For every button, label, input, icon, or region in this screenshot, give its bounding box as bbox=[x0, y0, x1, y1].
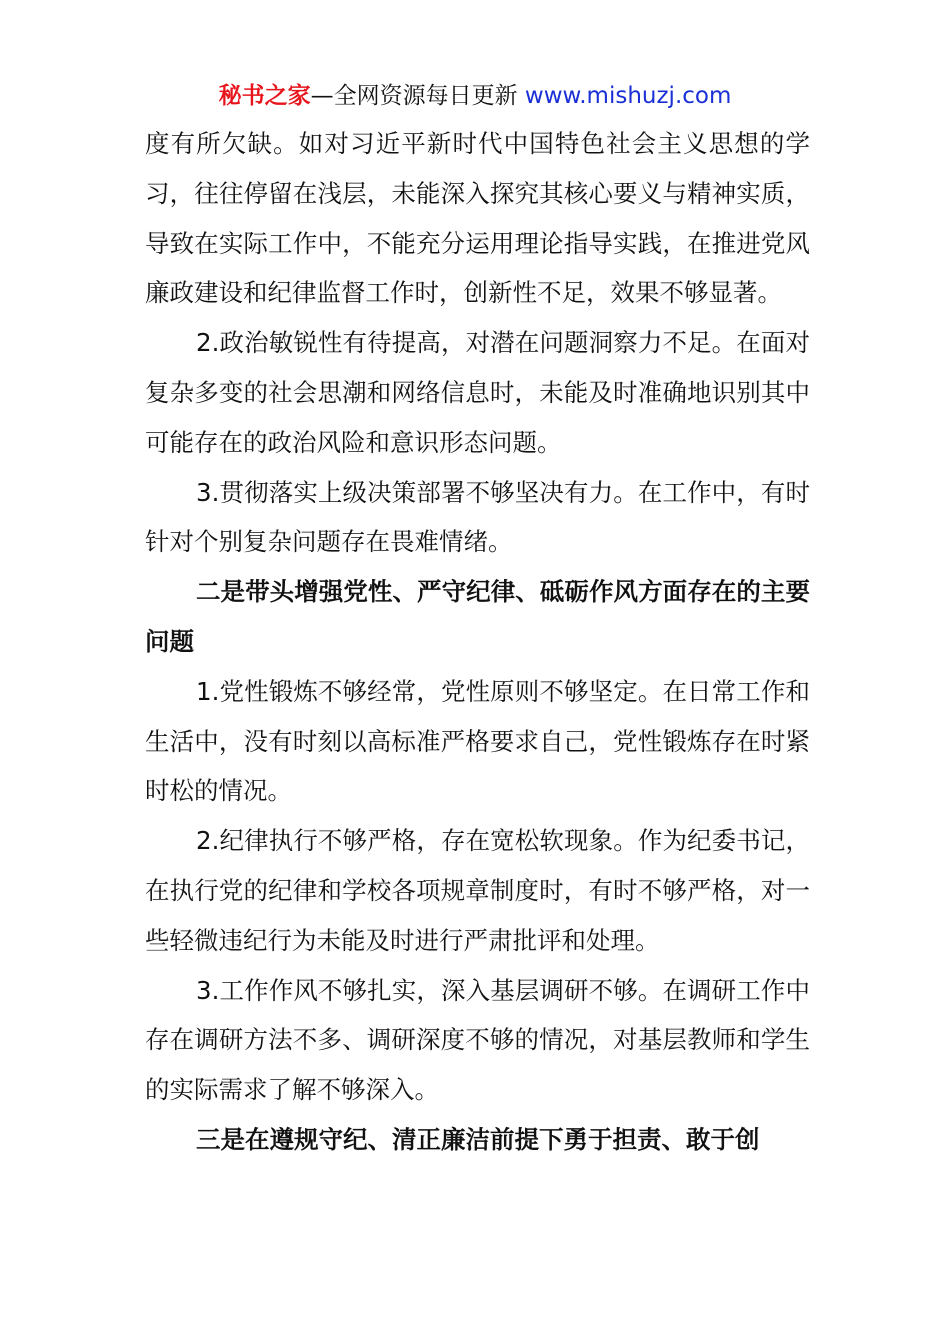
site-header bbox=[0, 80, 950, 112]
paragraph-item-discipline: 2.纪律执行不够严格，存在宽松软现象。作为纪委书记，在执行党的纪律和学校各项规章制度时，有时不够严格，对一些轻微违纪行为未能及时进行严肃批评和处理。 bbox=[145, 826, 810, 955]
site-url-link[interactable]: www.mishuzj.com bbox=[524, 83, 732, 109]
brand-name: 秘书之家 bbox=[218, 83, 311, 109]
paragraph-item-political-sensitivity: 2.政治敏锐性有待提高，对潜在问题洞察力不足。在面对复杂多变的社会思潮和网络信息时，未能及时准确地识别其中可能存在的政治风险和意识形态问题。 bbox=[145, 328, 810, 457]
paragraph-item-implementation: 3.贯彻落实上级决策部署不够坚决有力。在工作中，有时针对个别复杂问题存在畏难情绪。 bbox=[145, 477, 810, 557]
paragraph-item-party-spirit: 1.党性锻炼不够经常，党性原则不够坚定。在日常工作和生活中，没有时刻以高标准严格要求自己，党性锻炼存在时紧时松的情况。 bbox=[145, 676, 810, 806]
document-body bbox=[145, 119, 810, 1165]
section-heading-two: 二是带头增强党性、严守纪律、砥砺作风方面存在的主要问题 bbox=[145, 577, 810, 656]
section-heading-three: 三是在遵规守纪、清正廉洁前提下勇于担责、敢于创 bbox=[196, 1124, 760, 1154]
paragraph-item-work-style: 3.工作作风不够扎实，深入基层调研不够。在调研工作中存在调研方法不多、调研深度不够的情况，对基层教师和学生的实际需求了解不够深入。 bbox=[145, 975, 810, 1105]
header-tagline: —全网资源每日更新 bbox=[310, 83, 525, 109]
paragraph-continuation: 度有所欠缺。如对习近平新时代中国特色社会主义思想的学习，往往停留在浅层，未能深入探究其核心要义与精神实质，导致在实际工作中，不能充分运用理论指导实践，在推进党风廉政建设和纪律监督工作时，创新性不足，效果不够显著。 bbox=[145, 129, 810, 308]
